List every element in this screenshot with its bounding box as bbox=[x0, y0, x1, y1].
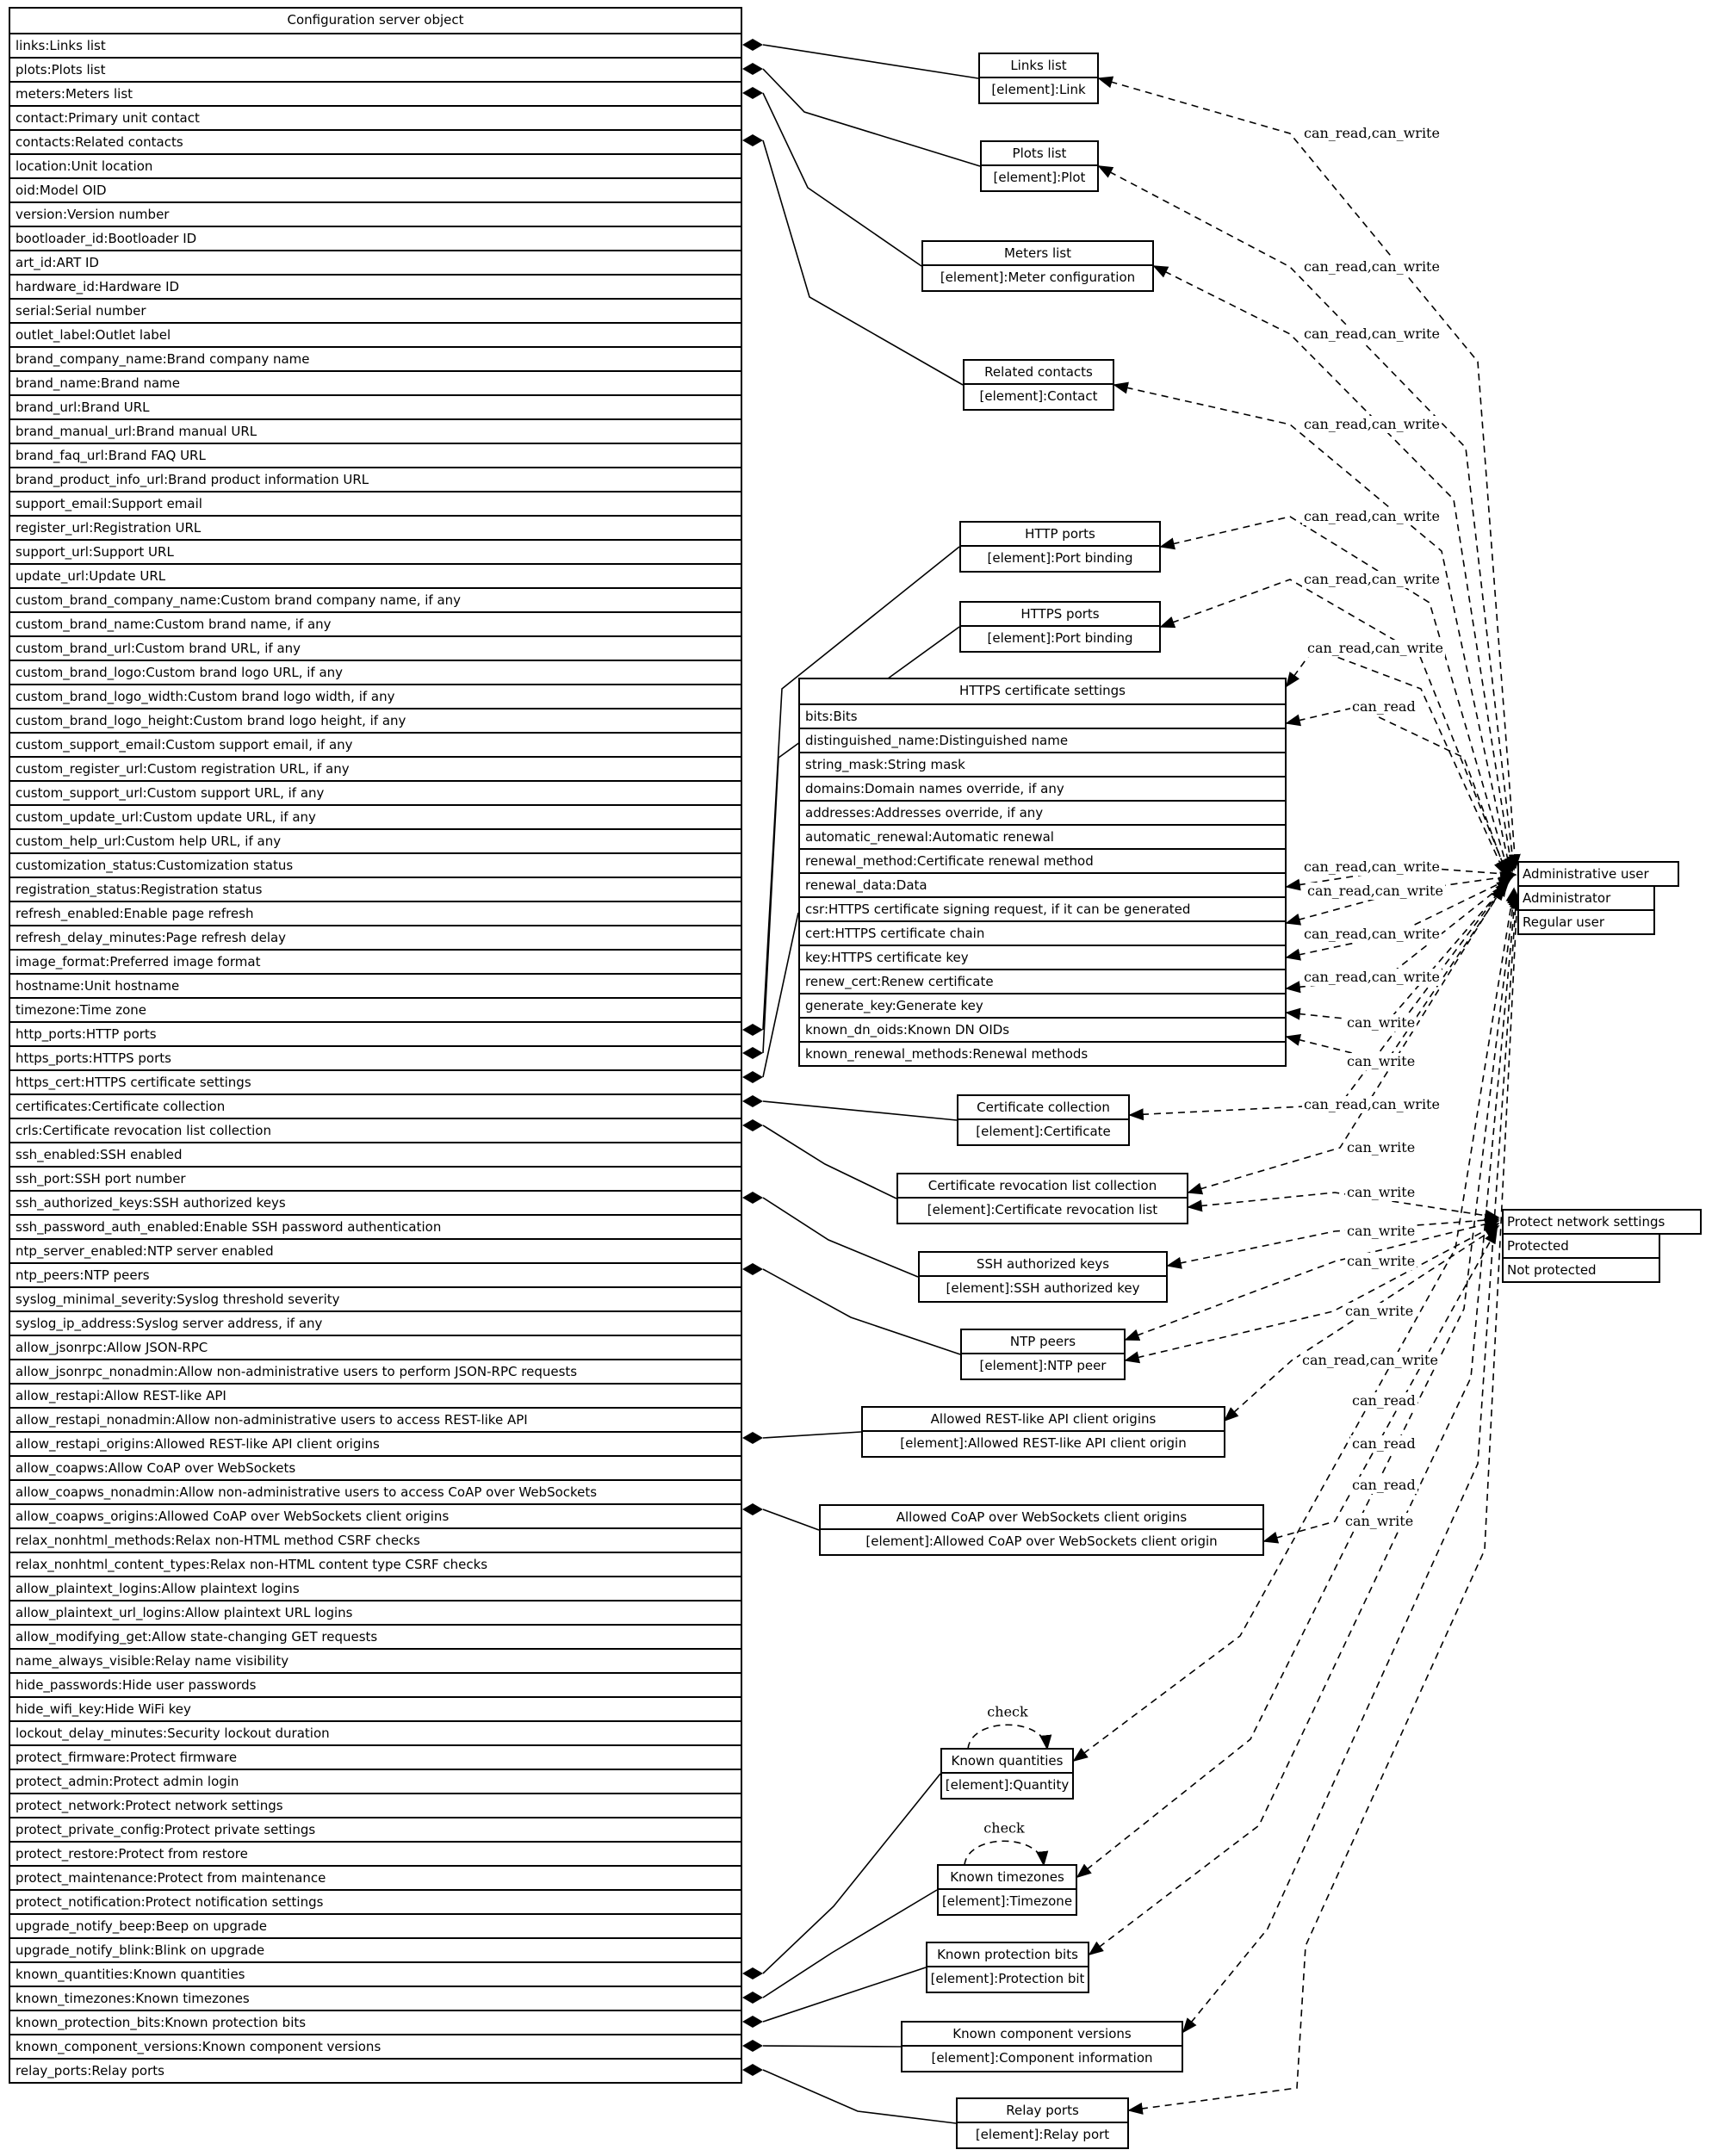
element-list-node bbox=[960, 1329, 1126, 1380]
attribute-row: links:Links list bbox=[10, 33, 741, 57]
attribute-row: domains:Domain names override, if any bbox=[800, 776, 1285, 800]
attribute-row: renew_cert:Renew certificate bbox=[800, 969, 1285, 993]
edge-permission-label: can_read,can_write bbox=[1304, 125, 1440, 141]
composition-diamond bbox=[742, 1192, 763, 1204]
edge-permission-label: can_read,can_write bbox=[1304, 508, 1440, 524]
attribute-row: allow_plaintext_url_logins:Allow plaintext URL logins bbox=[10, 1600, 741, 1624]
attribute-row: allow_coapws_origins:Allowed CoAP over WebSockets client origins bbox=[10, 1503, 741, 1527]
attribute-row: ntp_server_enabled:NTP server enabled bbox=[10, 1238, 741, 1262]
node-title: NTP peers bbox=[962, 1330, 1124, 1354]
node-title: HTTPS ports bbox=[961, 603, 1159, 627]
composition-edge bbox=[763, 1967, 926, 2022]
attribute-row: custom_brand_url:Custom brand URL, if any bbox=[10, 635, 741, 660]
node-element-type: [element]:NTP peer bbox=[979, 1358, 1107, 1373]
attribute-row: refresh_enabled:Enable page refresh bbox=[10, 901, 741, 925]
attribute-row: update_url:Update URL bbox=[10, 563, 741, 587]
attribute-row: automatic_renewal:Automatic renewal bbox=[800, 824, 1285, 848]
node-element-type: [element]:Port binding bbox=[987, 550, 1133, 566]
attribute-row: allow_restapi_nonadmin:Allow non-administrative users to access REST-like API bbox=[10, 1407, 741, 1431]
composition-diamond bbox=[742, 1992, 763, 2004]
attribute-row: https_cert:HTTPS certificate settings bbox=[10, 1069, 741, 1093]
element-list-node bbox=[978, 53, 1099, 104]
edge-permission-label: can_read,can_write bbox=[1304, 926, 1440, 942]
attribute-row: refresh_delay_minutes:Page refresh delay bbox=[10, 925, 741, 949]
node-title: Plots list bbox=[982, 142, 1097, 166]
node-title: Meters list bbox=[923, 242, 1152, 266]
attribute-row: protect_network:Protect network settings bbox=[10, 1793, 741, 1817]
edge-permission-label: can_write bbox=[1347, 1223, 1416, 1239]
enum-value: Regular user bbox=[1517, 909, 1655, 935]
attribute-row: allow_coapws:Allow CoAP over WebSockets bbox=[10, 1455, 741, 1479]
node-element-type: [element]:Protection bit bbox=[930, 1971, 1085, 1986]
check-self-loop-edge bbox=[965, 1841, 1044, 1865]
permission-edge bbox=[1126, 1224, 1498, 1360]
edge-permission-label: can_read bbox=[1352, 1477, 1416, 1493]
attribute-row: ssh_enabled:SSH enabled bbox=[10, 1142, 741, 1166]
attribute-row: custom_help_url:Custom help URL, if any bbox=[10, 828, 741, 852]
table-title: Configuration server object bbox=[287, 12, 464, 28]
node-title: Allowed REST-like API client origins bbox=[863, 1408, 1224, 1432]
element-list-node bbox=[901, 2021, 1183, 2072]
attribute-row: allow_jsonrpc:Allow JSON-RPC bbox=[10, 1335, 741, 1359]
enum-node-title: Protect network settings bbox=[1502, 1209, 1702, 1235]
node-element-type: [element]:Timezone bbox=[941, 1893, 1073, 1909]
attribute-row: allow_jsonrpc_nonadmin:Allow non-administrative users to perform JSON-RPC requests bbox=[10, 1359, 741, 1383]
attribute-row: renewal_method:Certificate renewal method bbox=[800, 848, 1285, 872]
edge-permission-label: can_read,can_write bbox=[1307, 883, 1443, 899]
node-title: Known quantities bbox=[942, 1750, 1072, 1774]
node-title: Allowed CoAP over WebSockets client origins bbox=[821, 1506, 1262, 1530]
table-title: HTTPS certificate settings bbox=[959, 683, 1126, 698]
attribute-row: string_mask:String mask bbox=[800, 752, 1285, 776]
attribute-row: protect_admin:Protect admin login bbox=[10, 1769, 741, 1793]
attribute-row: certificates:Certificate collection bbox=[10, 1093, 741, 1118]
attribute-row: known_dn_oids:Known DN OIDs bbox=[800, 1017, 1285, 1041]
node-title: Related contacts bbox=[965, 361, 1113, 385]
check-edge-label: check bbox=[983, 1819, 1025, 1837]
attribute-row: ntp_peers:NTP peers bbox=[10, 1262, 741, 1286]
attribute-row: relax_nonhtml_methods:Relax non-HTML method CSRF checks bbox=[10, 1527, 741, 1552]
element-list-node bbox=[921, 240, 1154, 292]
attribute-row: lockout_delay_minutes:Security lockout duration bbox=[10, 1720, 741, 1744]
attribute-row: brand_url:Brand URL bbox=[10, 394, 741, 418]
permission-edge bbox=[1287, 881, 1509, 1023]
attribute-row: oid:Model OID bbox=[10, 177, 741, 201]
attribute-row: known_protection_bits:Known protection bits bbox=[10, 2010, 741, 2034]
node-element-type: [element]:SSH authorized key bbox=[946, 1280, 1140, 1296]
edge-permission-label: can_write bbox=[1347, 1014, 1416, 1031]
edge-permission-label: can_read,can_write bbox=[1307, 640, 1443, 656]
attribute-row: serial:Serial number bbox=[10, 298, 741, 322]
edge-permission-label: can_read,can_write bbox=[1304, 969, 1440, 985]
attribute-row: csr:HTTPS certificate signing request, if it can be generated bbox=[800, 896, 1285, 920]
element-list-node bbox=[896, 1173, 1188, 1224]
attribute-row: brand_faq_url:Brand FAQ URL bbox=[10, 443, 741, 467]
composition-diamond bbox=[742, 1071, 763, 1083]
composition-diamond bbox=[742, 39, 763, 51]
attribute-row: ssh_authorized_keys:SSH authorized keys bbox=[10, 1190, 741, 1214]
composition-edge bbox=[763, 2046, 901, 2047]
edge-permission-label: can_write bbox=[1347, 1184, 1416, 1200]
attribute-row: protect_firmware:Protect firmware bbox=[10, 1744, 741, 1769]
element-list-node bbox=[819, 1504, 1264, 1556]
composition-diamond bbox=[742, 1024, 763, 1036]
attribute-row: https_ports:HTTPS ports bbox=[10, 1045, 741, 1069]
node-title: HTTP ports bbox=[961, 523, 1159, 547]
attribute-row: name_always_visible:Relay name visibility bbox=[10, 1648, 741, 1672]
node-element-type: [element]:Certificate revocation list bbox=[927, 1202, 1158, 1217]
composition-edge bbox=[763, 45, 978, 78]
attribute-row: cert:HTTPS certificate chain bbox=[800, 920, 1285, 945]
attribute-row: custom_brand_logo:Custom brand logo URL, if any bbox=[10, 660, 741, 684]
attribute-row: syslog_ip_address:Syslog server address, if any bbox=[10, 1310, 741, 1335]
attribute-row: custom_support_email:Custom support email, if any bbox=[10, 732, 741, 756]
attribute-row: protect_private_config:Protect private settings bbox=[10, 1817, 741, 1841]
node-title: Known component versions bbox=[903, 2023, 1182, 2047]
attribute-row: addresses:Addresses override, if any bbox=[800, 800, 1285, 824]
attribute-row: contacts:Related contacts bbox=[10, 129, 741, 153]
attribute-row: support_email:Support email bbox=[10, 491, 741, 515]
composition-edge bbox=[763, 1125, 896, 1199]
attribute-row: hardware_id:Hardware ID bbox=[10, 274, 741, 298]
composition-diamond bbox=[742, 87, 763, 99]
attribute-row: ssh_port:SSH port number bbox=[10, 1166, 741, 1190]
attribute-row: ssh_password_auth_enabled:Enable SSH password authentication bbox=[10, 1214, 741, 1238]
element-list-node bbox=[926, 1942, 1089, 1993]
attribute-row: key:HTTPS certificate key bbox=[800, 945, 1285, 969]
composition-edge bbox=[763, 1432, 861, 1438]
attribute-row: relay_ports:Relay ports bbox=[10, 2058, 741, 2082]
composition-diamond bbox=[742, 1967, 763, 1979]
element-list-node bbox=[937, 1864, 1077, 1916]
attribute-row: custom_brand_company_name:Custom brand company name, if any bbox=[10, 587, 741, 611]
composition-diamond bbox=[742, 2064, 763, 2076]
element-list-node bbox=[861, 1406, 1225, 1458]
attribute-row: contact:Primary unit contact bbox=[10, 105, 741, 129]
attribute-row: known_quantities:Known quantities bbox=[10, 1961, 741, 1986]
element-list-node bbox=[959, 601, 1161, 653]
attribute-row: timezone:Time zone bbox=[10, 997, 741, 1021]
attribute-row: upgrade_notify_beep:Beep on upgrade bbox=[10, 1913, 741, 1937]
node-element-type: [element]:Meter configuration bbox=[940, 270, 1136, 285]
composition-diamond bbox=[742, 1119, 763, 1131]
configuration-server-object-table bbox=[9, 7, 742, 2084]
attribute-row: allow_modifying_get:Allow state-changing GET requests bbox=[10, 1624, 741, 1648]
composition-diamond bbox=[742, 63, 763, 75]
edge-permission-label: can_write bbox=[1347, 1253, 1416, 1269]
attribute-row: allow_plaintext_logins:Allow plaintext logins bbox=[10, 1576, 741, 1600]
attribute-row: hide_wifi_key:Hide WiFi key bbox=[10, 1696, 741, 1720]
node-element-type: [element]:Allowed CoAP over WebSockets client origin bbox=[865, 1533, 1218, 1549]
attribute-row: upgrade_notify_blink:Blink on upgrade bbox=[10, 1937, 741, 1961]
attribute-row: art_id:ART ID bbox=[10, 250, 741, 274]
attribute-row: custom_brand_logo_height:Custom brand logo height, if any bbox=[10, 708, 741, 732]
attribute-row: protect_notification:Protect notification settings bbox=[10, 1889, 741, 1913]
attribute-row: relax_nonhtml_content_types:Relax non-HTML content type CSRF checks bbox=[10, 1552, 741, 1576]
composition-edge bbox=[763, 69, 980, 166]
check-self-loop-edge bbox=[968, 1725, 1047, 1749]
node-title: SSH authorized keys bbox=[920, 1253, 1166, 1277]
node-element-type: [element]:Component information bbox=[931, 2050, 1153, 2066]
node-element-type: [element]:Link bbox=[991, 82, 1086, 97]
attribute-row: known_timezones:Known timezones bbox=[10, 1986, 741, 2010]
node-title: Known protection bits bbox=[927, 1943, 1088, 1967]
attribute-row: known_component_versions:Known component versions bbox=[10, 2034, 741, 2058]
attribute-row: custom_update_url:Custom update URL, if any bbox=[10, 804, 741, 828]
permission-edge bbox=[1287, 648, 1505, 875]
composition-edge bbox=[763, 1774, 940, 1973]
composition-diamond bbox=[742, 1432, 763, 1444]
node-title: Known timezones bbox=[939, 1866, 1076, 1890]
node-element-type: [element]:Port binding bbox=[987, 630, 1133, 646]
attribute-row: renewal_data:Data bbox=[800, 872, 1285, 896]
attribute-row: allow_restapi_origins:Allowed REST-like API client origins bbox=[10, 1431, 741, 1455]
enum-node-title: Administrative user bbox=[1517, 861, 1679, 887]
composition-edge bbox=[763, 1101, 957, 1120]
attribute-row: register_url:Registration URL bbox=[10, 515, 741, 539]
edge-permission-label: can_read,can_write bbox=[1304, 858, 1440, 875]
composition-diamond bbox=[742, 1263, 763, 1275]
node-element-type: [element]:Allowed REST-like API client origin bbox=[900, 1435, 1187, 1451]
edge-permission-label: can_write bbox=[1347, 1139, 1416, 1155]
attribute-row: registration_status:Registration status bbox=[10, 877, 741, 901]
node-element-type: [element]:Relay port bbox=[975, 2127, 1110, 2142]
attribute-row: brand_company_name:Brand company name bbox=[10, 346, 741, 370]
attribute-row: protect_maintenance:Protect from maintenance bbox=[10, 1865, 741, 1889]
attribute-row: custom_brand_name:Custom brand name, if any bbox=[10, 611, 741, 635]
attribute-row: brand_name:Brand name bbox=[10, 370, 741, 394]
attribute-row: bootloader_id:Bootloader ID bbox=[10, 226, 741, 250]
attribute-row: custom_brand_logo_width:Custom brand logo width, if any bbox=[10, 684, 741, 708]
attribute-row: generate_key:Generate key bbox=[800, 993, 1285, 1017]
node-element-type: [element]:Contact bbox=[979, 388, 1098, 404]
permission-edge bbox=[1129, 895, 1517, 2110]
attribute-row: version:Version number bbox=[10, 201, 741, 226]
edge-permission-label: can_read,can_write bbox=[1304, 325, 1440, 342]
attribute-row: custom_support_url:Custom support URL, if any bbox=[10, 780, 741, 804]
attribute-row: bits:Bits bbox=[800, 703, 1285, 728]
edge-permission-label: can_read,can_write bbox=[1304, 571, 1440, 587]
element-list-node bbox=[957, 1094, 1130, 1146]
composition-diamond bbox=[742, 2040, 763, 2052]
attribute-row: http_ports:HTTP ports bbox=[10, 1021, 741, 1045]
element-list-node bbox=[918, 1251, 1168, 1303]
edge-permission-label: can_read,can_write bbox=[1304, 1096, 1440, 1112]
composition-edge bbox=[763, 1890, 937, 1998]
edge-permission-label: can_read,can_write bbox=[1302, 1352, 1438, 1368]
attribute-row: hostname:Unit hostname bbox=[10, 973, 741, 997]
node-element-type: [element]:Certificate bbox=[976, 1124, 1111, 1139]
attribute-row: plots:Plots list bbox=[10, 57, 741, 81]
edge-permission-label: can_read,can_write bbox=[1304, 416, 1440, 432]
edge-permission-label: can_read bbox=[1352, 698, 1416, 715]
node-element-type: [element]:Plot bbox=[993, 170, 1086, 185]
composition-edge bbox=[763, 1509, 819, 1530]
node-element-type: [element]:Quantity bbox=[945, 1777, 1070, 1793]
edge-permission-label: can_read bbox=[1352, 1435, 1416, 1452]
attribute-row: support_url:Support URL bbox=[10, 539, 741, 563]
permission-edge bbox=[1264, 1230, 1497, 1541]
enum-value: Administrator bbox=[1517, 885, 1655, 911]
attribute-row: custom_register_url:Custom registration URL, if any bbox=[10, 756, 741, 780]
composition-edge bbox=[763, 2070, 956, 2123]
enum-value: Not protected bbox=[1502, 1257, 1660, 1283]
element-list-node bbox=[940, 1748, 1074, 1800]
attribute-row: hide_passwords:Hide user passwords bbox=[10, 1672, 741, 1696]
composition-diamond bbox=[742, 2016, 763, 2028]
enum-value: Protected bbox=[1502, 1233, 1660, 1259]
attribute-row: known_renewal_methods:Renewal methods bbox=[800, 1041, 1285, 1065]
attribute-row: distinguished_name:Distinguished name bbox=[800, 728, 1285, 752]
attribute-row: crls:Certificate revocation list collection bbox=[10, 1118, 741, 1142]
element-list-node bbox=[963, 359, 1114, 411]
attribute-row: outlet_label:Outlet label bbox=[10, 322, 741, 346]
edge-permission-label: can_write bbox=[1347, 1053, 1416, 1069]
attribute-row: protect_restore:Protect from restore bbox=[10, 1841, 741, 1865]
attribute-row: image_format:Preferred image format bbox=[10, 949, 741, 973]
attribute-row: allow_coapws_nonadmin:Allow non-administrative users to access CoAP over WebSockets bbox=[10, 1479, 741, 1503]
composition-diamond bbox=[742, 1047, 763, 1059]
attribute-row: brand_product_info_url:Brand product information URL bbox=[10, 467, 741, 491]
composition-edge bbox=[763, 1198, 918, 1277]
edge-permission-label: can_write bbox=[1345, 1303, 1414, 1319]
edge-permission-label: can_read,can_write bbox=[1304, 258, 1440, 275]
attribute-row: syslog_minimal_severity:Syslog threshold severity bbox=[10, 1286, 741, 1310]
node-title: Links list bbox=[980, 54, 1097, 78]
element-list-node bbox=[980, 140, 1099, 192]
attribute-row: meters:Meters list bbox=[10, 81, 741, 105]
permission-edge bbox=[1188, 1193, 1498, 1217]
node-title: Certificate collection bbox=[958, 1096, 1128, 1120]
edge-permission-label: can_read bbox=[1352, 1392, 1416, 1409]
attribute-row: allow_restapi:Allow REST-like API bbox=[10, 1383, 741, 1407]
attribute-row: location:Unit location bbox=[10, 153, 741, 177]
composition-diamond bbox=[742, 1503, 763, 1515]
check-edge-label: check bbox=[987, 1703, 1028, 1720]
composition-diamond bbox=[742, 134, 763, 146]
node-title: Relay ports bbox=[958, 2099, 1127, 2123]
composition-edge bbox=[763, 93, 921, 266]
element-list-node bbox=[959, 521, 1161, 573]
https-certificate-settings-table bbox=[798, 678, 1287, 1067]
element-list-node bbox=[956, 2097, 1129, 2149]
node-title: Certificate revocation list collection bbox=[898, 1174, 1187, 1199]
permission-edge bbox=[1126, 1221, 1498, 1340]
attribute-row: brand_manual_url:Brand manual URL bbox=[10, 418, 741, 443]
edge-permission-label: can_write bbox=[1345, 1513, 1414, 1529]
composition-diamond bbox=[742, 1095, 763, 1107]
attribute-row: customization_status:Customization status bbox=[10, 852, 741, 877]
